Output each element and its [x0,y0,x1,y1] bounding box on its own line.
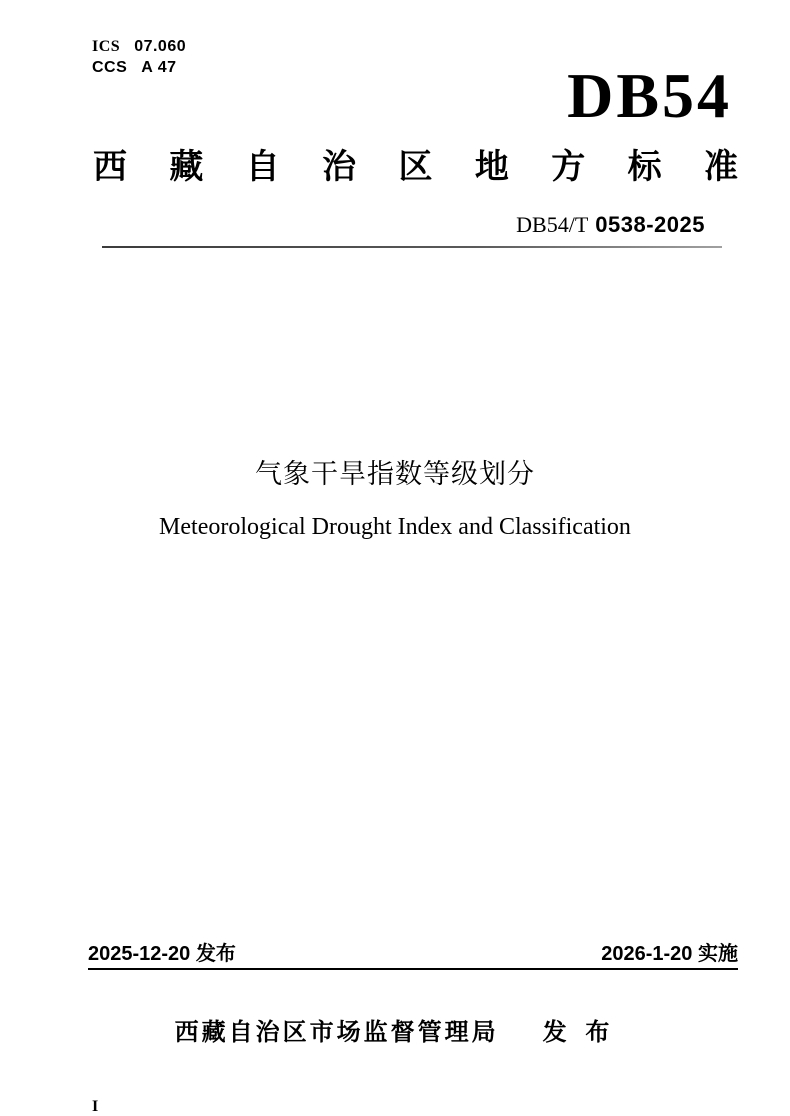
document-code-prefix: DB54/T [516,212,589,237]
page-number-roman: I [92,1098,99,1115]
issue-date-text: 2025-12-20 发布 [88,943,236,965]
standard-type-title: 西 藏 自 治 区 地 方 标 准 [93,148,738,186]
publisher-name: 西藏自治区市场监督管理局 [174,1019,499,1046]
publisher-row [0,1012,790,1047]
date-row [88,944,738,970]
db54-logo: DB54 [567,60,732,131]
ics-code-row [92,38,186,56]
document-code-number: 0538-2025 [595,212,705,237]
ics-value: 07.060 [134,38,187,55]
ccs-value: A 47 [141,59,177,76]
ccs-code-row [92,59,176,77]
implement-date-text: 2026-1-20 实施 [601,943,738,965]
ccs-label: CCS [92,59,128,76]
document-code [516,212,705,238]
title-english: Meteorological Drought Index and Classification [159,514,631,540]
title-chinese: 气象干旱指数等级划分 [255,459,535,489]
publish-action-label: 发 布 [542,1019,616,1046]
header-divider-rule [102,246,722,248]
ics-label: ICS [92,38,121,55]
